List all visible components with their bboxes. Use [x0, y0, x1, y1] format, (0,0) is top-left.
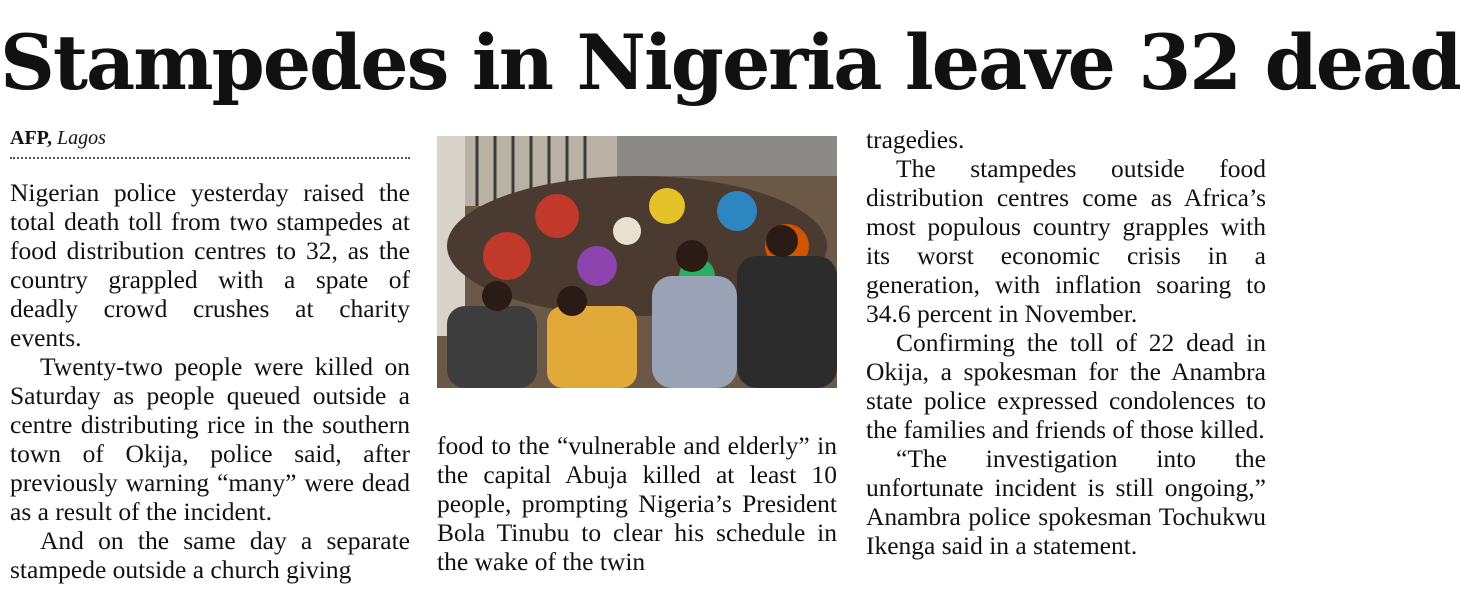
- paragraph: Confirming the toll of 22 dead in Okija, a spokesman for the Anambra state police expressed condolences to the families and friends of those killed.: [866, 328, 1266, 444]
- paragraph: food to the “vulnerable and elderly” in the capital Abuja killed at least 10 people, prompting Nigeria’s President Bola Tinubu to clear his schedule in the wake of the twin: [437, 431, 837, 576]
- article-column-2: [437, 431, 837, 576]
- headline: Stampedes in Nigeria leave 32 dead: [0, 18, 1460, 107]
- byline-agency: AFP,: [10, 127, 53, 149]
- byline-location: Lagos: [57, 127, 106, 149]
- article-column-1: [10, 178, 410, 584]
- paragraph: Nigerian police yesterday raised the total death toll from two stampedes at food distribution centres to 32, as the country grappled with a spate of deadly crowd crushes at charity events.: [10, 178, 410, 352]
- paragraph: The stampedes outside food distribution centres come as Africa’s most populous country grapples with its worst economic crisis in a generation, with inflation soaring to 34.6 percent in November.: [866, 154, 1266, 328]
- paragraph: Twenty-two people were killed on Saturday as people queued outside a centre distributing rice in the southern town of Okija, police said, after previously warning “many” were dead as a result of the incident.: [10, 352, 410, 526]
- news-photo: [437, 136, 837, 388]
- paragraph: tragedies.: [866, 125, 965, 154]
- article-column-3: [866, 125, 1266, 560]
- crowd-stampede-photo: [437, 136, 837, 388]
- paragraph: And on the same day a separate stampede outside a church giving: [10, 526, 410, 584]
- byline: [10, 125, 410, 159]
- paragraph: “The investigation into the unfortunate incident is still ongoing,” Anambra police spokesman Tochukwu Ikenga said in a statement.: [866, 444, 1266, 560]
